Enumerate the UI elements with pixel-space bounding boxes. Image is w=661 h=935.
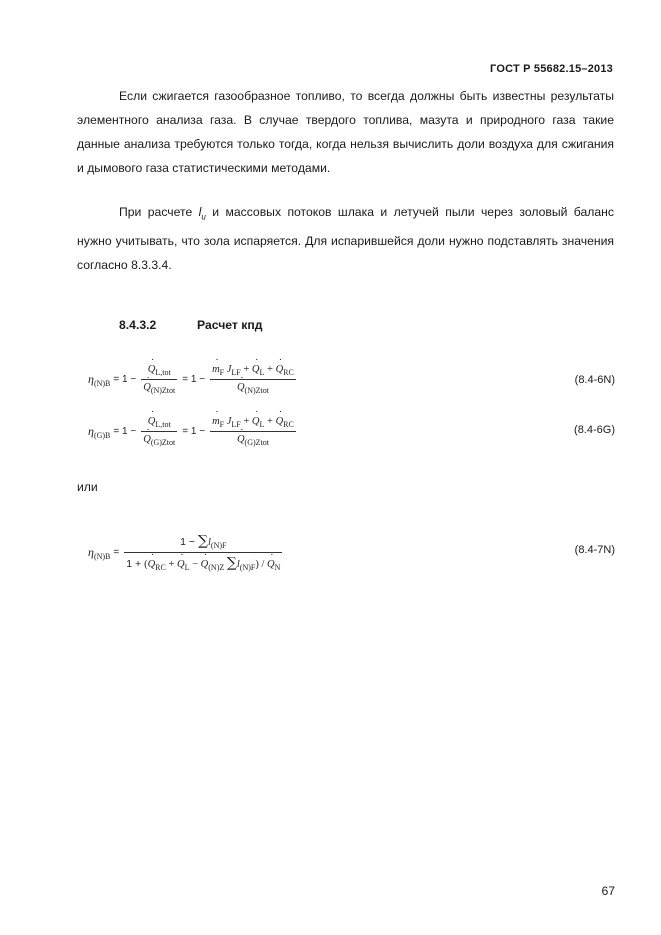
section-title: Расчет кпд [197, 318, 263, 332]
conjunction-or: или [77, 480, 98, 494]
equation-8-4-7n: $\eta_{(N)B}$ = $\frac{1 - \sum l_{(N)F}}{1 + (˙ Q_{RC} + ˙ Q_L - ˙ Q_{(N)Z} \sum l_{(N)F}) / ˙ Q_N}$ [88, 533, 284, 572]
paragraph-ash-balance: При расчете $l_u$ и массовых потоков шлака и летучей пыли через золовый баланс нужно учитывать, что зола испаряется. Для испарившейся доли нужно подставлять значения согласно 8.3.3.4. [77, 205, 614, 273]
document-standard-number: ГОСТ Р 55682.15–2013 [490, 63, 613, 75]
page-number: 67 [601, 884, 615, 898]
equation-number: (8.4-7N) [574, 544, 615, 556]
fraction-heat-loss-ratio: ˙ $Q_{L,tot}$ ˙ $Q_{(N)Ztot}$ [141, 364, 177, 395]
fraction-expanded-loss: ˙ $m_F$ $J_{LF}$ + ˙ $Q_L$ + ˙ $Q_{RC}$ ˙ $Q_{(G)Ztot}$ [210, 416, 296, 447]
equation-8-4-6n: $\eta_{(N)B}$ = 1 − ˙ $Q_{L,tot}$ ˙ $Q_{(N)Ztot}$ = 1 − ˙ $m_F$ $J_{LF}$ + ˙ $Q_L$ + ˙ $Q_{RC}$ ˙ $Q_{(N)Ztot}$ [88, 364, 298, 395]
section-number: 8.4.3.2 [119, 318, 157, 332]
fraction-heat-loss-ratio: ˙ $Q_{L,tot}$ ˙ $Q_{(G)Ztot}$ [141, 416, 177, 447]
section-heading [119, 318, 262, 332]
equation-number: (8.4-6G) [574, 424, 615, 436]
equation-8-4-6g: $\eta_{(G)B}$ = 1 − ˙ $Q_{L,tot}$ ˙ $Q_{(G)Ztot}$ = 1 − ˙ $m_F$ $J_{LF}$ + ˙ $Q_L$ + ˙ $Q_{RC}$ ˙ $Q_{(G)Ztot}$ [88, 416, 298, 447]
fraction-expanded-loss: ˙ $m_F$ $J_{LF}$ + ˙ $Q_L$ + ˙ $Q_{RC}$ ˙ $Q_{(N)Ztot}$ [210, 364, 296, 395]
equation-number: (8.4-6N) [574, 374, 615, 386]
fraction-efficiency: $\frac{1 - \sum l_{(N)F}}{1 + (˙ Q_{RC} + ˙ Q_L - ˙ Q_{(N)Z} \sum l_{(N)F}) / ˙ Q_N}$ [124, 533, 282, 572]
paragraph-gas-analysis: Если сжигается газообразное топливо, то всегда должны быть известны результаты элементного анализа газа. В случае твердого топлива, мазута и природного газа такие данные анализа требуются только тогда, когда нельзя вычислить доли воздуха для сжигания и дымового газа статистическими методами. [77, 89, 614, 175]
